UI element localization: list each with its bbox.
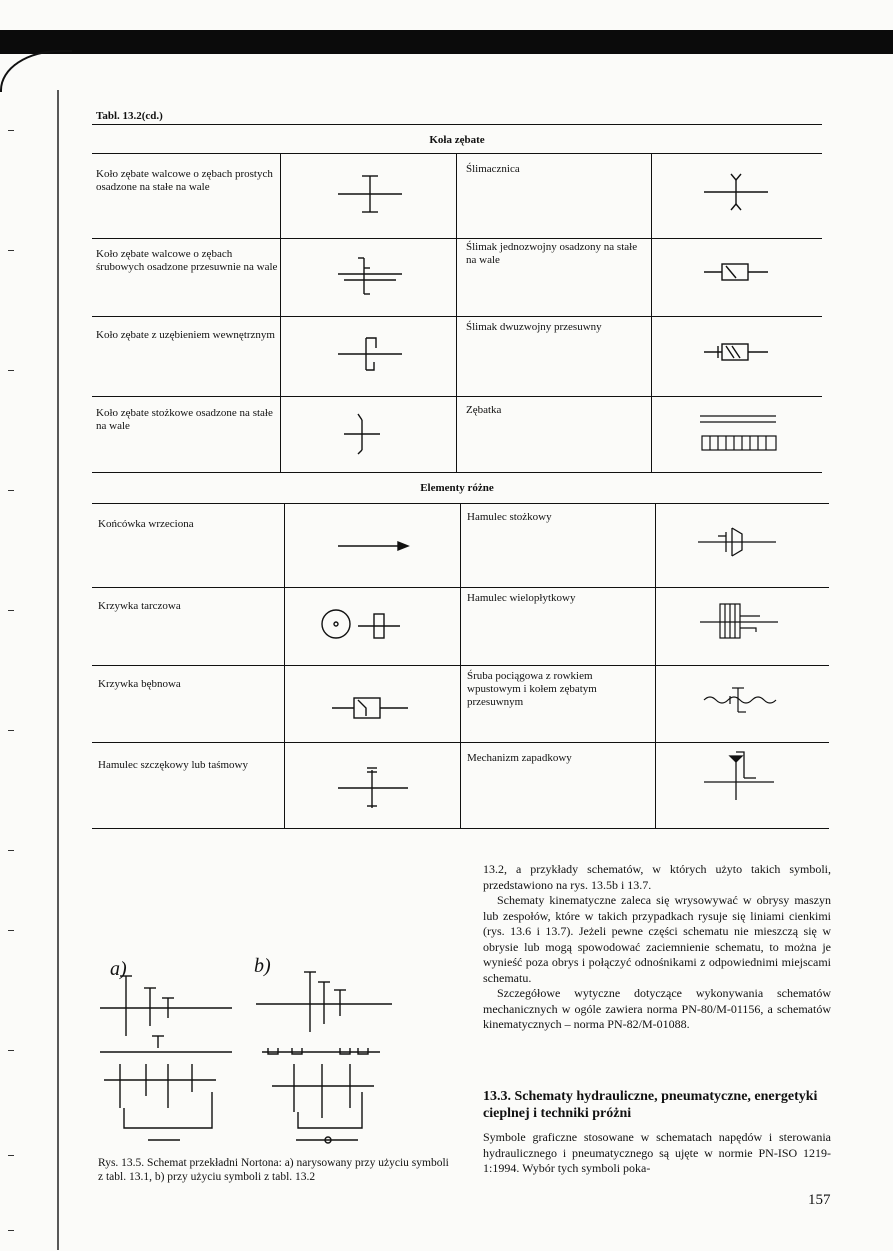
margin-mark [8,1050,14,1051]
table-bottom-rule [92,828,829,829]
table-cell-label: Koło zębate stożkowe osadzone na stałe na wale [96,407,273,432]
table-rule [92,472,822,473]
table-rule [92,316,822,317]
disc-cam-symbol [320,604,410,644]
norton-gearbox-diagram-a [96,968,246,1148]
body-paragraph: 13.2, a przykłady schematów, w których użyto takich symboli, przedstawiono na rys. 13.5b i 13.7. [483,862,831,892]
table-top-rule [92,124,822,125]
table-rule [92,238,822,239]
page-binding-edge [57,90,59,1250]
table-cell-label: Zębatka [466,404,502,416]
worm-single-fixed-symbol [702,252,772,292]
table-column-rule [460,503,461,828]
table-cell-label: Koło zębate walcowe o zębach prostych osadzone na stałe na wale [96,168,273,193]
section-heading-gears: Koła zębate [429,134,485,146]
scan-top-band [0,30,893,54]
multi-disc-brake-symbol [698,598,782,644]
cone-brake-symbol [696,522,780,562]
margin-mark [8,250,14,251]
section-heading-misc: Elementy różne [420,482,494,494]
worm-double-sliding-symbol [702,334,772,370]
bevel-gear-fixed-symbol [340,410,390,456]
margin-mark [8,490,14,491]
margin-mark [8,1230,14,1231]
table-cell-label: Hamulec wielopłytkowy [467,592,576,604]
margin-mark [8,130,14,131]
ratchet-mechanism-symbol [700,748,780,804]
norton-gearbox-diagram-b [252,968,402,1148]
table-cell-label: Śruba pociągowa z rowkiem wpustowym i kołem zębatym przesuwnym [467,670,597,708]
table-cell-label: Krzywka tarczowa [98,600,181,612]
table-rule [92,153,822,154]
table-cell-label: Końcówka wrzeciona [98,518,194,530]
margin-mark [8,850,14,851]
helical-gear-sliding-symbol [336,254,406,298]
spur-gear-fixed-symbol [336,172,406,216]
table-cell-label: Mechanizm zapadkowy [467,752,572,764]
internal-gear-symbol [336,332,406,376]
table-rule [92,396,822,397]
page-number: 157 [808,1192,831,1208]
figure-caption: Rys. 13.5. Schemat przekładni Nortona: a) narysowany przy użyciu symboli z tabl. 13.1, b) przy użyciu symboli z tabl. 13.2 [98,1157,449,1183]
table-column-rule [284,503,285,828]
body-text [483,862,831,1033]
rack-symbol [696,412,780,456]
table-column-rule [651,153,652,472]
body-paragraph: Symbole graficzne stosowane w schematach napędów i sterowania hydraulicznego i pneumatycznego są ujęte w normie PN-ISO 1219-1:1994. Wybór tych symboli poka- [483,1130,831,1175]
margin-mark [8,1155,14,1156]
page-corner-curve [0,50,72,92]
figure-label-a: a) [110,958,127,980]
table-cell-label: Krzywka bębnowa [98,678,181,690]
shoe-brake-symbol [336,762,412,812]
figure-label-b: b) [254,955,271,977]
table-cell-label: Ślimacznica [466,163,520,175]
table-column-rule [655,503,656,828]
drum-cam-symbol [330,690,410,726]
table-cell-label: Hamulec szczękowy lub taśmowy [98,759,248,771]
table-cell-label: Koło zębate z uzębieniem wewnętrznym [96,329,275,341]
margin-mark [8,930,14,931]
section-heading: 13.3. Schematy hydrauliczne, pneumatyczne, energetyki cieplnej i techniki próżni [483,1089,818,1121]
body-paragraph: Schematy kinematyczne zaleca się wrysowywać w obrysy maszyn lub zespołów, które w takich przypadkach rysuje się liniami cienkimi (rys. 13.6 i 13.7). Jeżeli pewne części schematu nie mieszczą się w obrysie lub mogą spowodować zaciemnienie schematu, to można je wynieść poza obrys i połączyć odnośnikami z odpowiednimi miejscami schematu. [483,893,831,985]
worm-wheel-symbol [702,170,772,214]
table-cell-label: Koło zębate walcowe o zębach śrubowych osadzone przesuwnie na wale [96,248,278,273]
spindle-end-symbol [336,536,412,556]
table-cell-label: Ślimak dwuzwojny przesuwny [466,321,602,333]
lead-screw-symbol [700,680,784,720]
margin-mark [8,730,14,731]
table-cell-label: Hamulec stożkowy [467,511,552,523]
margin-mark [8,370,14,371]
body-paragraph: Szczegółowe wytyczne dotyczące wykonywania schematów mechanicznych w ogóle zawiera norma PN-80/M-01156, a schematów kinematycznych – norma PN-82/M-01088. [483,986,831,1031]
table-label: Tabl. 13.2(cd.) [96,110,163,122]
table-cell-label: Ślimak jednozwojny osadzony na stałe na wale [466,241,638,266]
table-column-rule [456,153,457,472]
margin-mark [8,610,14,611]
table-column-rule [280,153,281,472]
